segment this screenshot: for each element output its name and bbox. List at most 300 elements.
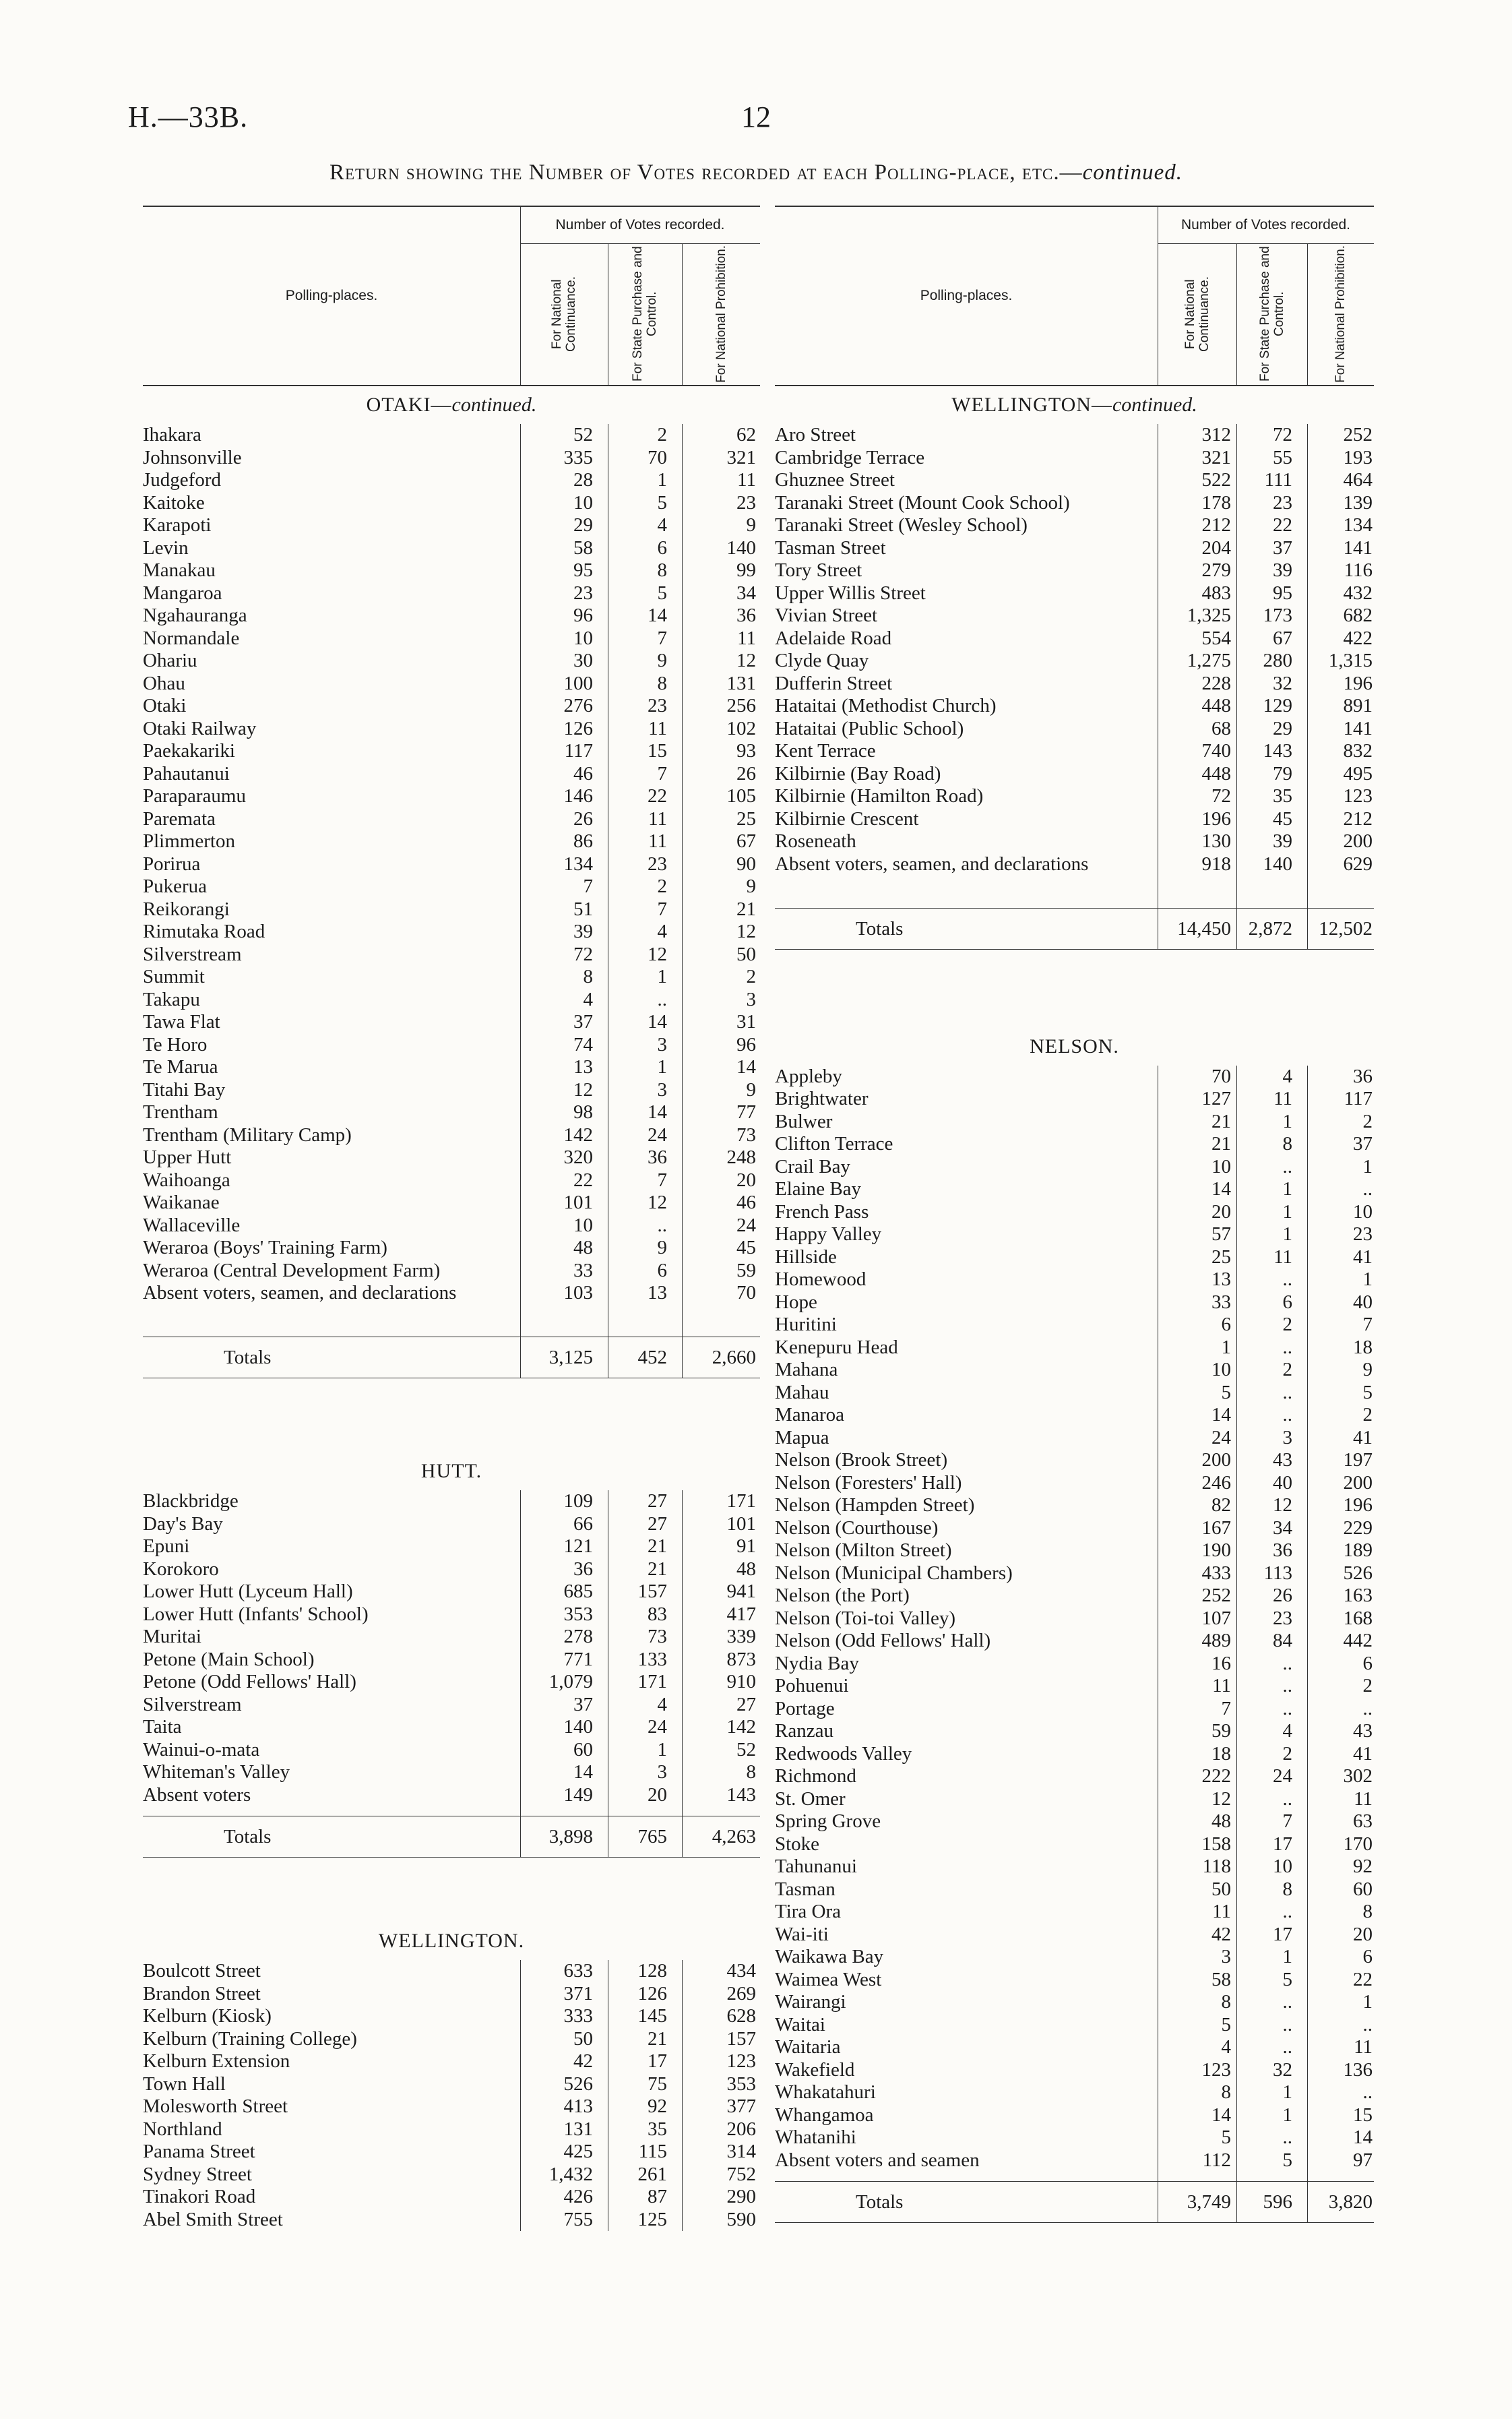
state-control-votes: 9 (657, 650, 667, 671)
continuance-votes: 100 (563, 672, 593, 694)
total-continuance: 14,450 (1177, 917, 1231, 940)
state-control-votes: 8 (657, 559, 667, 581)
continuance-votes: 8 (1221, 1991, 1231, 2013)
continuance-votes: 5 (1221, 2126, 1231, 2148)
polling-place-name: Muritai (143, 1626, 201, 1647)
table-row (143, 695, 760, 718)
polling-place-name: Paraparaumu (143, 785, 246, 807)
continuance-votes: 121 (563, 1535, 593, 1557)
polling-place-name: Waitai (775, 2013, 825, 2035)
polling-place-name: Taranaki Street (Mount Cook School) (775, 491, 1070, 514)
district-section (775, 950, 1374, 2224)
prohibition-votes: 1 (1362, 1155, 1373, 1177)
prohibition-votes: 60 (1353, 1878, 1373, 1900)
prohibition-votes: 67 (736, 830, 756, 852)
table-row (775, 1133, 1374, 1156)
polling-place-name: Nelson (Milton Street) (775, 1539, 952, 1561)
district-section (143, 386, 760, 1378)
state-control-votes: 280 (1263, 650, 1292, 671)
state-control-votes: 1 (1282, 2081, 1292, 2103)
continuance-votes: 107 (1201, 1607, 1231, 1629)
table-row (775, 1156, 1374, 1179)
prohibition-votes: 5 (1362, 1381, 1373, 1403)
continuance-votes: 190 (1201, 1539, 1231, 1561)
table-row (775, 2059, 1374, 2082)
prohibition-votes: 23 (1353, 1223, 1373, 1245)
table-row (775, 1585, 1374, 1607)
table-row (775, 1268, 1374, 1291)
prohibition-votes: 63 (1353, 1810, 1373, 1832)
polling-place-name: Clyde Quay (775, 650, 869, 671)
polling-place-name: Petone (Odd Fellows' Hall) (143, 1671, 356, 1692)
continuance-votes: 448 (1201, 695, 1231, 716)
table-row (143, 650, 760, 673)
prohibition-votes: 9 (1362, 1359, 1373, 1380)
polling-place-name: Wai-iti (775, 1923, 829, 1945)
table-row (143, 605, 760, 627)
state-control-votes: .. (657, 1214, 667, 1236)
table-row (775, 808, 1374, 831)
polling-place-name: Bulwer (775, 1110, 833, 1132)
state-control-votes: 7 (657, 762, 667, 785)
prohibition-votes: 15 (1353, 2104, 1373, 2126)
prohibition-votes: 248 (726, 1146, 756, 1168)
polling-place-name: Levin (143, 537, 189, 559)
polling-place-name: Te Horo (143, 1033, 208, 1055)
continuance-votes: 46 (573, 762, 593, 785)
table-row (143, 2164, 760, 2186)
totals-label: Totals (856, 917, 904, 940)
continuance-votes: 28 (573, 469, 593, 491)
table-row (143, 1649, 760, 1672)
continuance-votes: 5 (1221, 2013, 1231, 2035)
polling-place-name: Korokoro (143, 1558, 219, 1580)
table-row (143, 1716, 760, 1739)
table-row (143, 830, 760, 853)
polling-place-name: Whatanihi (775, 2126, 856, 2148)
polling-place-name: Upper Hutt (143, 1146, 232, 1168)
polling-place-name: Kilbirnie (Bay Road) (775, 762, 941, 785)
prohibition-votes: 90 (736, 853, 756, 875)
continuance-votes: 101 (563, 1192, 593, 1213)
state-control-votes: 14 (648, 605, 667, 626)
district-section (143, 1858, 760, 2231)
table-row (775, 1178, 1374, 1201)
totals-label: Totals (224, 1347, 272, 1368)
continuance-votes: 131 (563, 2118, 593, 2140)
table-row (775, 1314, 1374, 1337)
polling-place-name: Silverstream (143, 943, 242, 965)
prohibition-votes: 41 (1353, 1246, 1373, 1268)
district-name: OTAKI— (366, 394, 452, 416)
table-row (143, 1192, 760, 1215)
table-body (775, 386, 1374, 2223)
continuance-votes: 48 (1211, 1810, 1231, 1832)
table-row (775, 1111, 1374, 1134)
continuance-votes: 22 (573, 1169, 593, 1191)
table-body (143, 386, 760, 2231)
state-control-votes: 4 (1282, 1720, 1292, 1742)
prohibition-votes: 495 (1343, 762, 1373, 785)
prohibition-votes: 1 (1362, 1268, 1373, 1290)
continuance-votes: 1,079 (548, 1671, 593, 1692)
prohibition-votes: 417 (726, 1603, 756, 1625)
continuance-votes: 8 (1221, 2081, 1231, 2103)
table-row (775, 1562, 1374, 1585)
polling-place-name: Normandale (143, 627, 240, 649)
continuance-votes: 526 (563, 2073, 593, 2095)
polling-place-name: Ihakara (143, 424, 201, 446)
national-prohibition-header (682, 243, 760, 385)
prohibition-votes: 8 (1362, 1901, 1373, 1922)
table-row (143, 1034, 760, 1057)
table-row (143, 673, 760, 696)
polling-place-name: Paekakariki (143, 740, 235, 762)
polling-place-name: Pahautanui (143, 762, 230, 785)
polling-place-name: Portage (775, 1697, 835, 1719)
continuance-votes: 14 (1211, 2104, 1231, 2126)
table-row (143, 2005, 760, 2028)
state-control-votes: 2 (1282, 1359, 1292, 1380)
polling-place-name: Weraroa (Central Development Farm) (143, 1259, 441, 1281)
state-control-votes: .. (1282, 1991, 1292, 2013)
prohibition-votes: 206 (726, 2118, 756, 2140)
column-rule (682, 1490, 683, 1858)
polling-place-name: Upper Willis Street (775, 582, 926, 604)
state-control-votes: 95 (1273, 582, 1292, 604)
table-row (143, 1124, 760, 1147)
table-header (143, 206, 760, 386)
prohibition-votes: 22 (1353, 1968, 1373, 1990)
table-row (143, 808, 760, 831)
continuance-votes: 483 (1201, 582, 1231, 604)
number-of-votes-header: Number of Votes recorded. (520, 207, 760, 244)
polling-place-name: Tawa Flat (143, 1011, 220, 1033)
polling-place-name: Reikorangi (143, 898, 230, 920)
table-row (775, 1359, 1374, 1382)
column-rule (520, 1490, 521, 1858)
continuance-votes: 42 (1211, 1923, 1231, 1945)
continuance-votes: 1,325 (1187, 605, 1231, 626)
state-control-votes: 11 (1273, 1246, 1292, 1268)
column-rule (1236, 1066, 1237, 2224)
continuance-votes: 425 (563, 2141, 593, 2162)
continuance-votes: 109 (563, 1490, 593, 1512)
prohibition-votes: 339 (726, 1626, 756, 1647)
polling-place-name: Nelson (Toi-toi Valley) (775, 1607, 956, 1629)
state-control-votes: .. (1282, 1697, 1292, 1719)
table-row (775, 537, 1374, 560)
polling-place-name: Kaitoke (143, 491, 205, 514)
state-control-votes: 84 (1273, 1630, 1292, 1651)
prohibition-votes: 73 (736, 1124, 756, 1146)
polling-place-name: Rimutaka Road (143, 921, 265, 942)
state-control-votes: 14 (648, 1101, 667, 1123)
prohibition-votes: 200 (1343, 830, 1373, 852)
prohibition-votes: 9 (746, 514, 756, 536)
polling-place-name: Molesworth Street (143, 2095, 288, 2117)
state-control-votes: 113 (1263, 1562, 1292, 1584)
state-control-votes: 173 (1263, 605, 1292, 626)
continuance-votes: 1,275 (1187, 650, 1231, 671)
polling-place-name: Mahau (775, 1381, 829, 1403)
state-control-votes: 2 (657, 424, 667, 446)
polling-place-name: Otaki Railway (143, 717, 257, 739)
continuance-votes: 82 (1211, 1494, 1231, 1516)
table-row (143, 989, 760, 1012)
prohibition-votes: 171 (726, 1490, 756, 1512)
table-row (143, 627, 760, 650)
continuance-votes: 117 (564, 740, 593, 762)
table-row (143, 2095, 760, 2118)
prohibition-votes: 321 (726, 446, 756, 468)
continuance-votes: 320 (563, 1146, 593, 1168)
continuance-votes: 228 (1201, 672, 1231, 694)
state-control-votes: 6 (657, 537, 667, 559)
state-control-votes: 40 (1273, 1471, 1292, 1494)
continuance-votes: 353 (563, 1603, 593, 1625)
state-purchase-header-text: For State Purchase and Control. (631, 246, 659, 382)
prohibition-votes: 229 (1343, 1517, 1373, 1539)
state-control-votes: 37 (1273, 537, 1292, 559)
polling-place-name: Kelburn (Training College) (143, 2027, 357, 2050)
table-row (775, 2126, 1374, 2149)
state-control-votes: 7 (657, 627, 667, 649)
state-control-votes: 157 (637, 1581, 667, 1602)
table-row (775, 514, 1374, 537)
polling-place-name: Trentham (143, 1101, 218, 1123)
polling-place-name: Ranzau (775, 1720, 833, 1742)
polling-place-name: Titahi Bay (143, 1078, 226, 1101)
title-continued: continued. (1082, 160, 1183, 185)
prohibition-votes: 134 (1343, 514, 1373, 536)
polling-place-name: Brightwater (775, 1088, 869, 1109)
prohibition-votes: 752 (726, 2163, 756, 2185)
continuance-votes: 522 (1201, 469, 1231, 491)
table-row (143, 1215, 760, 1237)
continuance-votes: 8 (583, 966, 593, 987)
continuance-votes: 276 (563, 695, 593, 716)
prohibition-votes: 442 (1343, 1630, 1373, 1651)
continuance-votes: 72 (573, 943, 593, 965)
polling-place-name: Tira Ora (775, 1901, 842, 1922)
polling-place-name: Sydney Street (143, 2163, 252, 2185)
table-row (775, 1382, 1374, 1405)
prohibition-votes: 432 (1343, 582, 1373, 604)
prohibition-votes: 891 (1343, 695, 1373, 716)
state-control-votes: 35 (1273, 785, 1292, 807)
polling-place-name: Whiteman's Valley (143, 1761, 290, 1783)
national-continuance-header (1158, 243, 1236, 385)
table-row (775, 1946, 1374, 1969)
continuance-votes: 95 (573, 559, 593, 581)
polling-place-name: Happy Valley (775, 1223, 882, 1245)
polling-place-name: Hataitai (Methodist Church) (775, 695, 997, 716)
table-row (143, 763, 760, 786)
state-control-votes: 39 (1273, 830, 1292, 852)
polling-place-name: Town Hall (143, 2073, 226, 2095)
table-row (775, 1924, 1374, 1947)
prohibition-votes: 141 (1343, 537, 1373, 559)
continuance-votes: 50 (1211, 1878, 1231, 1900)
continuance-votes: 37 (573, 1011, 593, 1033)
total-continuance: 3,898 (548, 1826, 593, 1847)
polling-place-name: Absent voters (143, 1783, 251, 1806)
continuance-votes: 158 (1201, 1833, 1231, 1855)
table-row (143, 1146, 760, 1169)
continuance-votes: 10 (1211, 1359, 1231, 1380)
total-prohibition: 4,263 (712, 1826, 756, 1847)
prohibition-votes: 302 (1343, 1765, 1373, 1787)
polling-place-name: Richmond (775, 1765, 856, 1787)
table-row (143, 1671, 760, 1694)
prohibition-votes: 11 (1354, 2036, 1373, 2058)
polling-places-header: Polling-places. (285, 288, 378, 303)
polling-place-name: Waitaria (775, 2036, 841, 2058)
continuance-votes: 10 (573, 491, 593, 514)
table-row (775, 1088, 1374, 1111)
prohibition-votes: 422 (1343, 627, 1373, 649)
table-row (143, 1694, 760, 1717)
polling-place-name: Summit (143, 966, 205, 987)
prohibition-votes: 196 (1343, 1494, 1373, 1516)
prohibition-votes: 314 (726, 2141, 756, 2162)
header-rule (1236, 243, 1237, 385)
table-row (143, 1490, 760, 1513)
prohibition-votes: 59 (736, 1259, 756, 1281)
polling-place-name: Brandon Street (143, 1982, 261, 2004)
prohibition-votes: 20 (1353, 1923, 1373, 1945)
polling-place-name: Tasman (775, 1878, 836, 1900)
table-row (775, 830, 1374, 853)
table-row (143, 447, 760, 470)
state-control-votes: 3 (657, 1761, 667, 1783)
state-control-votes: 5 (657, 491, 667, 514)
table-row (143, 740, 760, 763)
state-control-votes: 11 (1273, 1088, 1292, 1109)
state-control-votes: .. (1282, 1381, 1292, 1403)
table-row (143, 2118, 760, 2141)
polling-place-name: Dufferin Street (775, 672, 893, 694)
continuance-votes: 29 (573, 514, 593, 536)
table-row (143, 1626, 760, 1649)
continuance-votes: 16 (1211, 1652, 1231, 1674)
state-control-votes: 20 (648, 1783, 667, 1806)
continuance-votes: 11 (1212, 1675, 1231, 1696)
state-purchase-header-text: For State Purchase and Control. (1257, 246, 1286, 382)
national-continuance-header-text: For National Continuance. (550, 276, 578, 352)
rows-block (143, 1490, 760, 1858)
continuance-votes: 196 (1201, 807, 1231, 830)
state-control-votes: 115 (638, 2141, 667, 2162)
continuance-votes: 123 (1201, 2058, 1231, 2081)
column-rule (520, 1960, 521, 2231)
polling-place-name: Northland (143, 2118, 222, 2140)
polling-place-name: Pohuenui (775, 1675, 849, 1696)
prohibition-votes: .. (1362, 2013, 1373, 2035)
state-control-votes: 1 (657, 469, 667, 491)
prohibition-votes: 10 (1353, 1200, 1373, 1223)
polling-place-name: Te Marua (143, 1056, 218, 1078)
table-row (143, 718, 760, 741)
page-title (0, 160, 1512, 185)
polling-place-name: Kelburn Extension (143, 2050, 290, 2072)
polling-place-name: Wallaceville (143, 1214, 241, 1236)
continuance-votes: 134 (563, 853, 593, 875)
polling-place-name: Whakatahuri (775, 2081, 876, 2103)
continuance-votes: 103 (563, 1282, 593, 1304)
continuance-votes: 633 (563, 1960, 593, 1982)
table-row (775, 1066, 1374, 1089)
prohibition-votes: 41 (1353, 1742, 1373, 1765)
continuance-votes: 118 (1202, 1856, 1231, 1877)
continuance-votes: 167 (1201, 1517, 1231, 1539)
state-control-votes: 17 (1273, 1833, 1292, 1855)
prohibition-votes: 170 (1343, 1833, 1373, 1855)
table-row (775, 1720, 1374, 1743)
state-control-votes: 23 (1273, 491, 1292, 514)
state-control-votes: 4 (657, 1693, 667, 1715)
table-row (775, 1246, 1374, 1269)
state-control-votes: 1 (1282, 1946, 1292, 1967)
table-row (143, 966, 760, 989)
polling-place-name: Kelburn (Kiosk) (143, 2005, 272, 2027)
prohibition-votes: 20 (736, 1169, 756, 1191)
table-row (775, 695, 1374, 718)
continuance-votes: 10 (1211, 1155, 1231, 1177)
polling-place-name: Porirua (143, 853, 201, 875)
continuance-votes: 6 (1221, 1314, 1231, 1335)
continuance-votes: 489 (1201, 1630, 1231, 1651)
polling-place-name: Manaroa (775, 1404, 845, 1426)
prohibition-votes: 23 (736, 491, 756, 514)
national-continuance-header (520, 243, 608, 385)
state-control-votes: 1 (657, 1738, 667, 1760)
continuance-votes: 25 (1211, 1246, 1231, 1268)
polling-place-name: Johnsonville (143, 446, 242, 468)
polling-place-name: Homewood (775, 1268, 867, 1290)
table-row (775, 1698, 1374, 1721)
table-row (143, 1603, 760, 1626)
prohibition-votes: 97 (1353, 2149, 1373, 2171)
prohibition-votes: 139 (1343, 491, 1373, 514)
prohibition-votes: 157 (726, 2027, 756, 2050)
table-row (143, 1079, 760, 1102)
polling-place-name: Nelson (Hampden Street) (775, 1494, 975, 1516)
state-control-votes: 12 (648, 1192, 667, 1213)
continuance-votes: 246 (1201, 1471, 1231, 1494)
state-control-votes: 79 (1273, 762, 1292, 785)
total-state-control: 596 (1263, 2191, 1292, 2213)
district-section (143, 1378, 760, 1858)
state-purchase-header (1236, 243, 1307, 385)
prohibition-votes: 682 (1343, 605, 1373, 626)
table-row (775, 673, 1374, 696)
continuance-votes: 3 (1221, 1946, 1231, 1967)
continuance-votes: 200 (1201, 1449, 1231, 1471)
table-row (143, 1960, 760, 1983)
table-row (775, 1765, 1374, 1788)
table-row (775, 1743, 1374, 1766)
prohibition-votes: 1,315 (1328, 650, 1373, 671)
table-row (775, 718, 1374, 741)
prohibition-votes: 2 (1362, 1404, 1373, 1426)
state-control-votes: 1 (1282, 1223, 1292, 1245)
polling-place-name: Whangamoa (775, 2104, 874, 2126)
table-row (143, 1558, 760, 1581)
prohibition-votes: 3 (746, 988, 756, 1010)
polling-place-name: Clifton Terrace (775, 1133, 893, 1155)
